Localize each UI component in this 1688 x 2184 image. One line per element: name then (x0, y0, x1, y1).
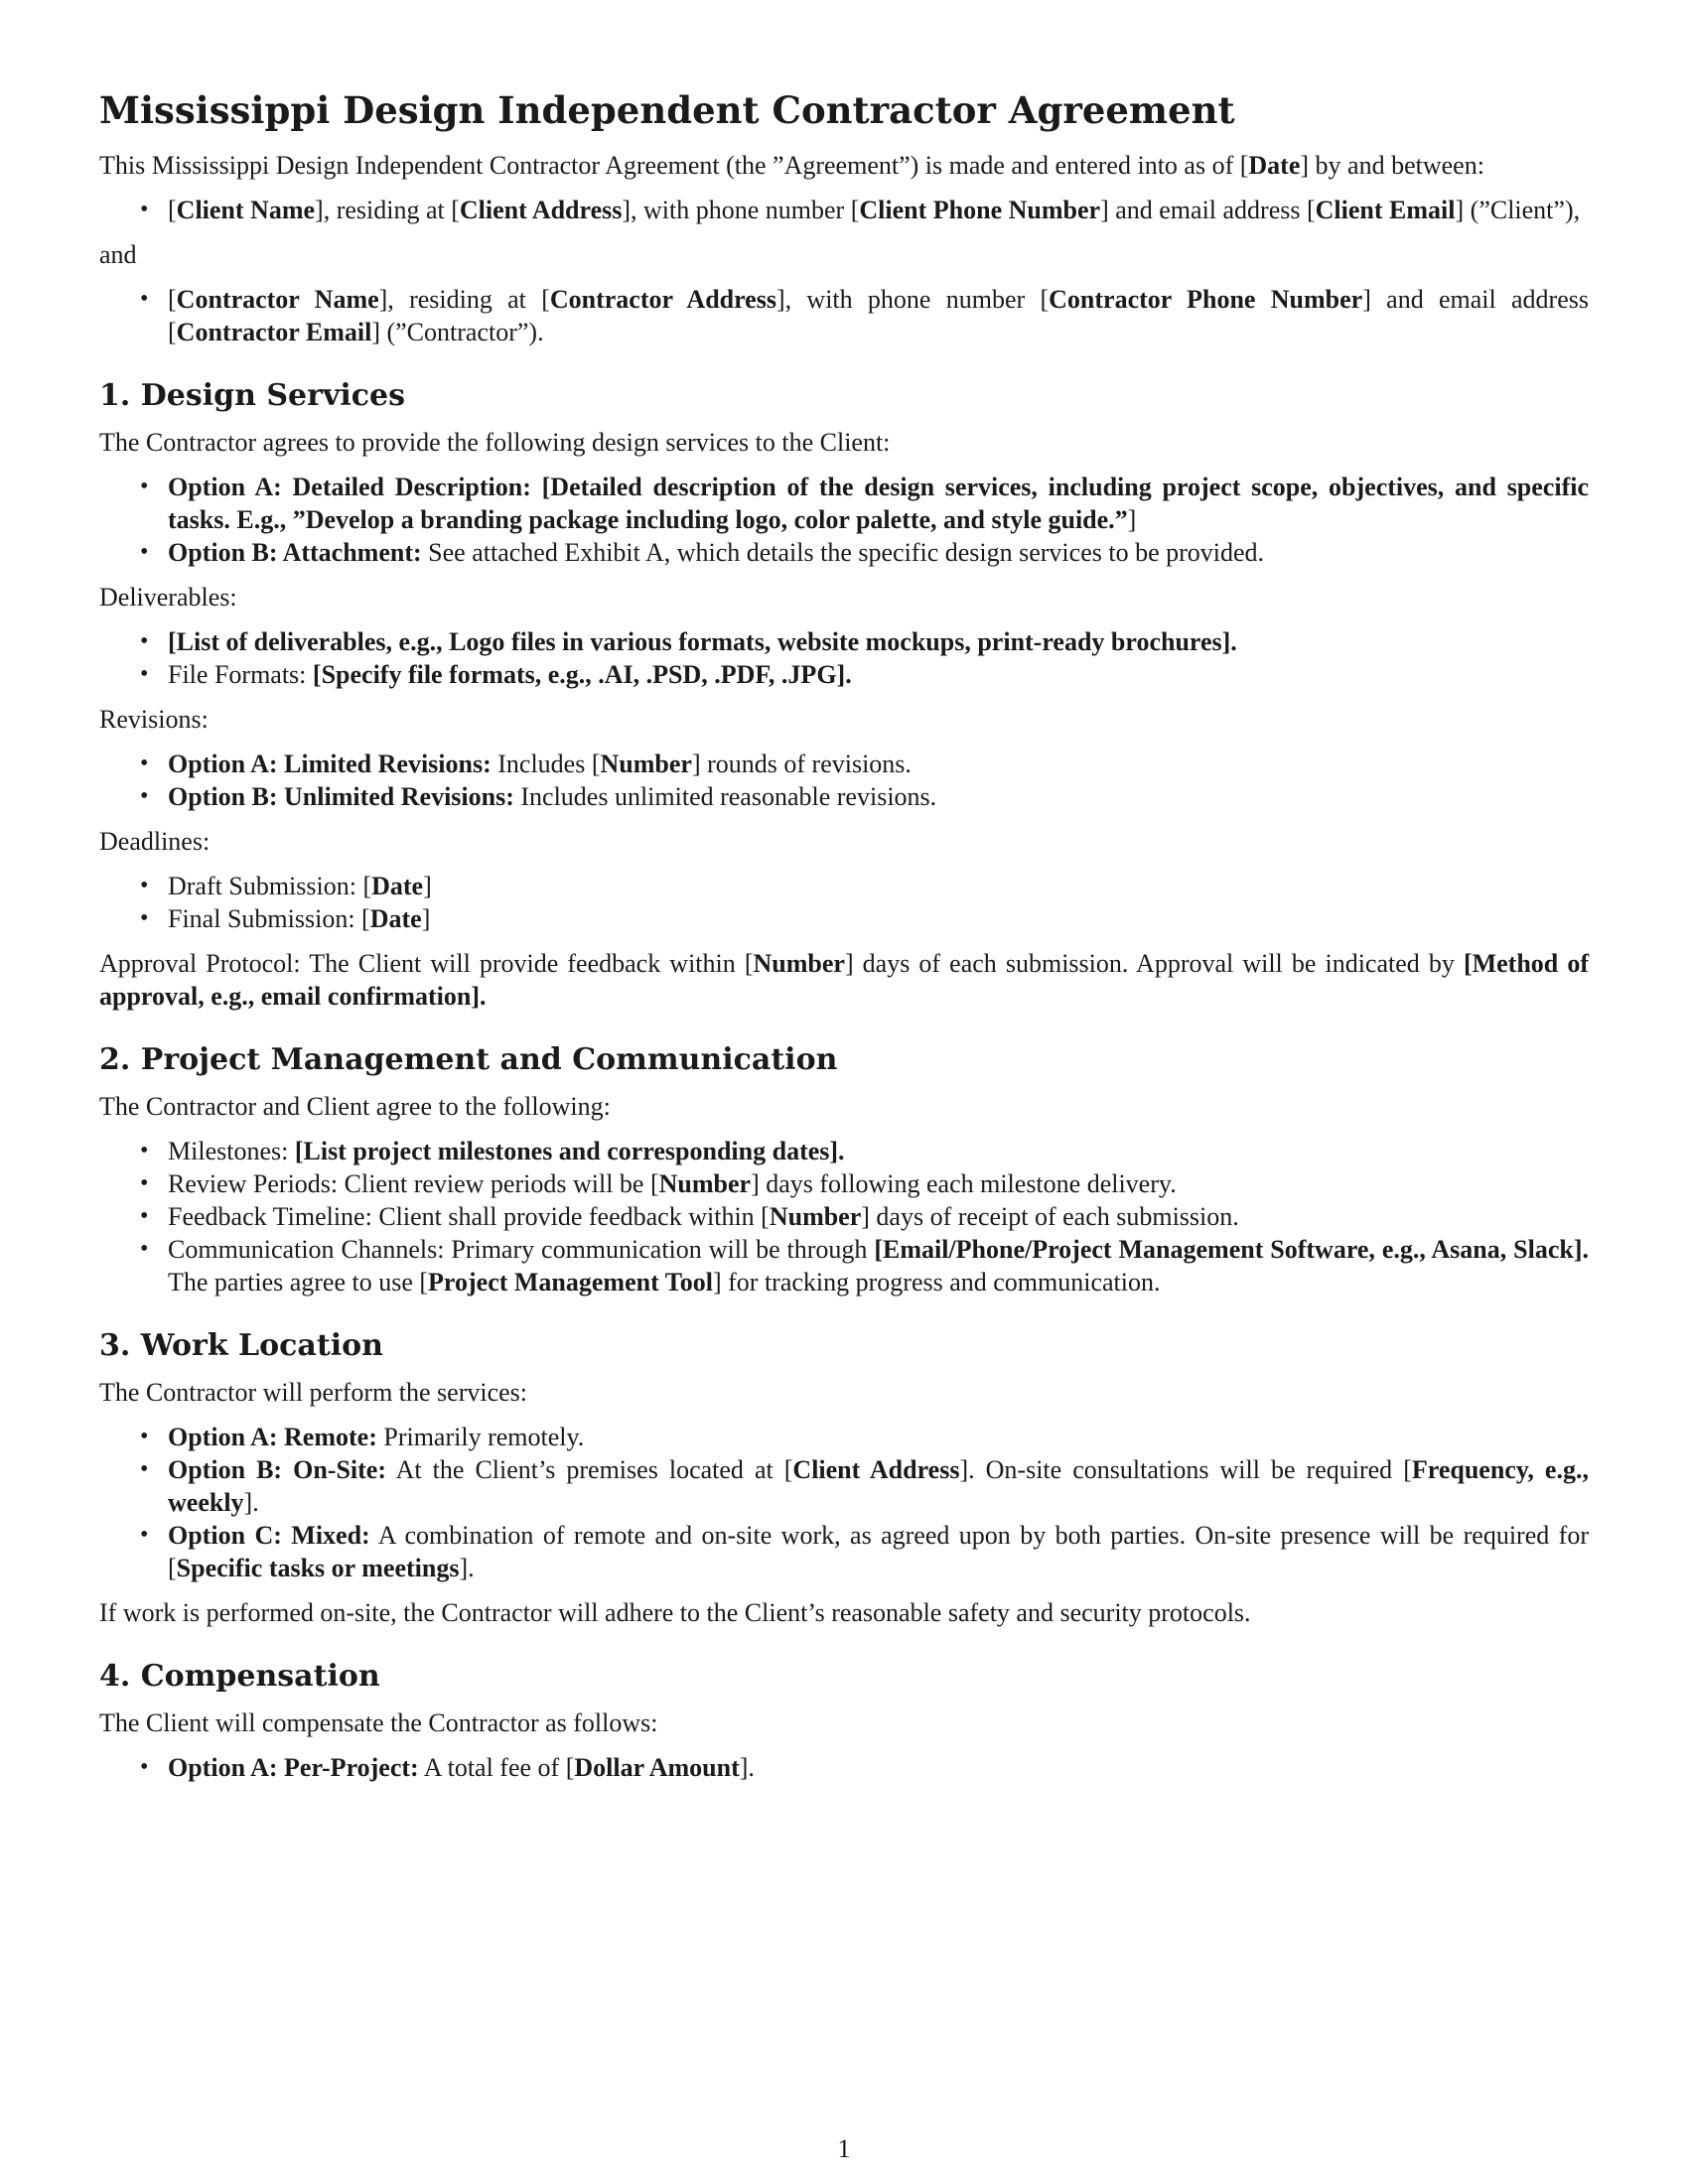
project-management-list (99, 1135, 1589, 1298)
section-1-heading: 1. Design Services (99, 378, 406, 413)
text: [ (168, 196, 177, 224)
list-item (168, 1751, 1589, 1784)
contractor-party-item (168, 283, 1589, 348)
text: Approval Protocol: The Client will provide feedback within [ (99, 949, 754, 978)
text: ] (”Contractor”). (371, 318, 544, 346)
client-party-list (99, 194, 1589, 226)
text: Milestones: (168, 1137, 295, 1165)
intro-paragraph (99, 149, 1589, 182)
list-item (168, 1200, 1589, 1233)
text: Includes [ (491, 750, 601, 778)
document-body (99, 83, 1589, 1796)
contractor-name-placeholder: Contractor Name (176, 285, 379, 314)
text: ] (”Client”), (1455, 196, 1581, 224)
list-item (168, 1233, 1589, 1298)
client-name-placeholder: Client Name (176, 196, 316, 224)
text: Feedback Timeline: Client shall provide feedback within [ (168, 1202, 770, 1231)
placeholder: Frequency, e.g., weekly (168, 1455, 1589, 1517)
deadlines-label: Deadlines: (99, 827, 211, 856)
section-4-intro: The Client will compensate the Contractor as follows: (99, 1708, 658, 1737)
section-3-heading: 3. Work Location (99, 1328, 383, 1363)
placeholder: [List project milestones and corresponding dates]. (294, 1137, 845, 1165)
work-location-list (99, 1421, 1589, 1584)
list-item (168, 870, 1589, 902)
text: Includes unlimited reasonable revisions. (513, 782, 937, 811)
placeholder: Number (600, 750, 692, 778)
list-item (168, 902, 1589, 935)
text: ] days of each submission. Approval will be indicated by (844, 949, 1464, 978)
text: The parties agree to use [ (168, 1268, 429, 1297)
list-item (168, 1421, 1589, 1453)
list-item (168, 658, 1589, 691)
text: ]. (739, 1753, 755, 1782)
deliverables-label: Deliverables: (99, 583, 237, 612)
text: ], residing at [ (315, 196, 460, 224)
text: Draft Submission: [ (168, 872, 372, 900)
list-item (168, 471, 1589, 536)
list-item (168, 536, 1589, 569)
text: ]. (243, 1488, 259, 1517)
placeholder: [Detailed description of the design services, including project scope, objectives, and specific tasks. E.g., ”Develop a branding package including logo, color palette, and style guide.” (168, 473, 1589, 534)
work-location-closing: If work is performed on-site, the Contractor will adhere to the Client’s reasonable safety and security protocols. (99, 1598, 1251, 1627)
section-2-heading: 2. Project Management and Communication (99, 1042, 838, 1077)
section-2-intro: The Contractor and Client agree to the following: (99, 1092, 611, 1121)
option-label: Option B: On-Site: (168, 1455, 386, 1484)
intro-text-2: ] by and between: (1300, 151, 1484, 180)
document-title: Mississippi Design Independent Contractor Agreement (99, 88, 1235, 132)
intro-date-placeholder: Date (1248, 151, 1301, 180)
intro-text-1: This Mississippi Design Independent Contractor Agreement (the ”Agreement”) is made and entered into as of [ (99, 151, 1249, 180)
contractor-email-placeholder: Contractor Email (176, 318, 372, 346)
text: Primarily remotely. (376, 1423, 585, 1451)
design-services-options (99, 471, 1589, 569)
placeholder: Date (371, 872, 424, 900)
text: [ (168, 285, 177, 314)
option-label: Option A: Per-Project: (168, 1753, 419, 1782)
approval-protocol (99, 947, 1589, 1013)
list-item (168, 1453, 1589, 1519)
text: ], with phone number [ (775, 285, 1050, 314)
text: ] and email address [ (1100, 196, 1316, 224)
text: ]. (459, 1554, 475, 1582)
list-item (168, 1519, 1589, 1584)
option-label: Option B: Attachment: (168, 538, 422, 567)
text: File Formats: (168, 660, 313, 689)
contractor-party-list (99, 283, 1589, 348)
list-item (168, 1167, 1589, 1200)
deliverables-list (99, 625, 1589, 691)
list-item (168, 780, 1589, 813)
list-item (168, 1135, 1589, 1167)
placeholder: [Method of approval, e.g., email confirmation]. (99, 949, 1589, 1011)
text: Final Submission: [ (168, 904, 370, 933)
placeholder: Client Address (792, 1455, 960, 1484)
text: Communication Channels: Primary communication will be through (168, 1235, 875, 1264)
option-label: Option C: Mixed: (168, 1521, 370, 1550)
option-label: Option A: Remote: (168, 1423, 377, 1451)
text: ] (1127, 505, 1137, 534)
compensation-list (99, 1751, 1589, 1784)
client-phone-placeholder: Client Phone Number (859, 196, 1101, 224)
text: ] days of receipt of each submission. (861, 1202, 1239, 1231)
placeholder: Specific tasks or meetings (176, 1554, 460, 1582)
placeholder: Date (369, 904, 422, 933)
text: ] (423, 872, 432, 900)
option-label: Option A: Limited Revisions: (168, 750, 492, 778)
text: ] days following each milestone delivery. (751, 1169, 1177, 1198)
placeholder: Number (753, 949, 845, 978)
deadlines-list (99, 870, 1589, 935)
revisions-list (99, 748, 1589, 813)
text: ]. On-site consultations will be required [ (959, 1455, 1412, 1484)
text: ], residing at [ (378, 285, 550, 314)
client-email-placeholder: Client Email (1315, 196, 1456, 224)
client-address-placeholder: Client Address (459, 196, 623, 224)
placeholder: [Email/Phone/Project Management Software, e.g., Asana, Slack]. (874, 1235, 1589, 1264)
text: ] (421, 904, 431, 933)
option-label: Option B: Unlimited Revisions: (168, 782, 514, 811)
option-label: Option A: Detailed Description: (168, 473, 531, 501)
page-number: 1 (837, 2134, 851, 2163)
placeholder: [Specify file formats, e.g., .AI, .PSD, .PDF, .JPG]. (312, 660, 852, 689)
contractor-phone-placeholder: Contractor Phone Number (1049, 285, 1363, 314)
list-item (168, 625, 1589, 658)
placeholder: [List of deliverables, e.g., Logo files in various formats, website mockups, print-ready brochures]. (168, 627, 1237, 656)
list-item (168, 748, 1589, 780)
revisions-label: Revisions: (99, 705, 209, 734)
text: ], with phone number [ (622, 196, 860, 224)
section-3-intro: The Contractor will perform the services: (99, 1378, 528, 1407)
and-text: and (99, 240, 137, 269)
text: At the Client’s premises located at [ (386, 1455, 793, 1484)
contractor-address-placeholder: Contractor Address (549, 285, 776, 314)
section-1-intro: The Contractor agrees to provide the following design services to the Client: (99, 428, 891, 457)
placeholder: Dollar Amount (574, 1753, 740, 1782)
text: A total fee of [ (418, 1753, 575, 1782)
text: ] rounds of revisions. (691, 750, 912, 778)
client-party-item (168, 194, 1589, 226)
text: Review Periods: Client review periods will be [ (168, 1169, 659, 1198)
text: ] for tracking progress and communication. (712, 1268, 1161, 1297)
placeholder: Number (769, 1202, 862, 1231)
placeholder: Project Management Tool (428, 1268, 713, 1297)
section-4-heading: 4. Compensation (99, 1659, 380, 1694)
placeholder: Number (658, 1169, 752, 1198)
text: A combination of remote and on-site work, as agreed upon by both parties. On-site presence will be required for [ (168, 1521, 1589, 1582)
text: ] and email address [ (168, 285, 1589, 346)
text: See attached Exhibit A, which details the specific design services to be provided. (421, 538, 1265, 567)
